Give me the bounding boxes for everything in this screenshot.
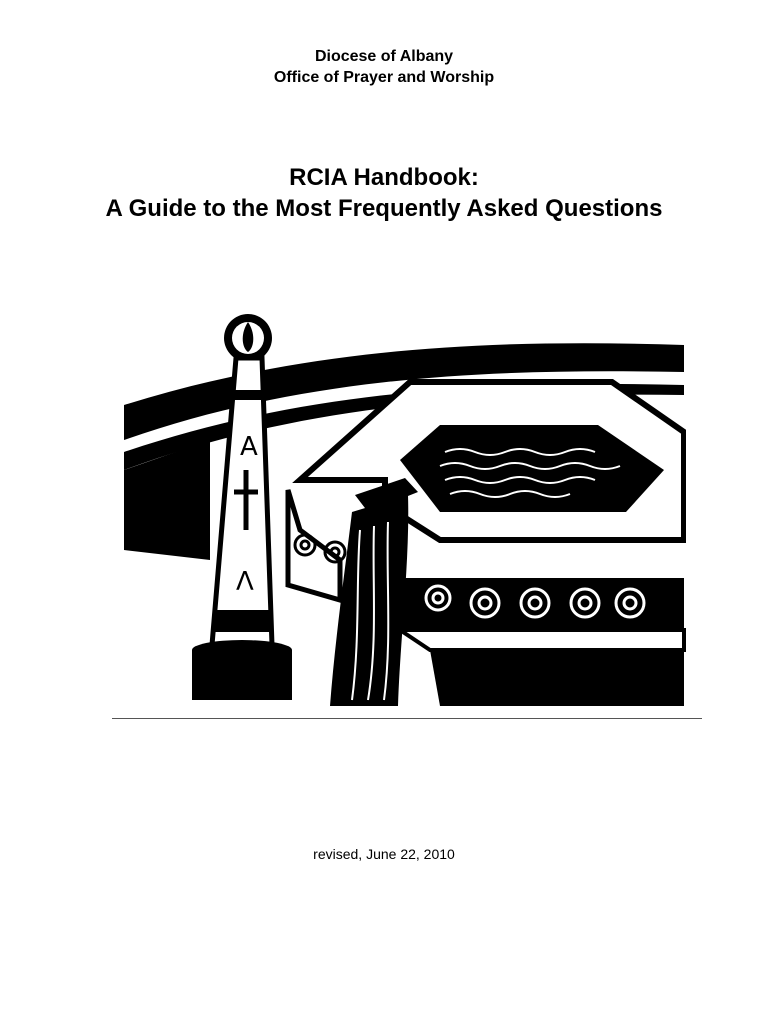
document-subtitle: A Guide to the Most Frequently Asked Questions xyxy=(105,195,663,222)
flowing-water xyxy=(330,495,408,706)
candle-omega-glyph: Λ xyxy=(236,567,254,597)
font-step xyxy=(400,630,684,650)
document-title: RCIA Handbook: xyxy=(289,164,479,191)
revision-date: revised, June 22, 2010 xyxy=(313,846,455,862)
candle-alpha-glyph: A xyxy=(240,432,258,462)
diocese-name: Diocese of Albany xyxy=(314,48,454,65)
baptismal-font-illustration xyxy=(120,312,686,712)
font-base xyxy=(430,650,684,706)
horizontal-divider xyxy=(112,718,702,719)
office-name: Office of Prayer and Worship xyxy=(273,69,495,86)
